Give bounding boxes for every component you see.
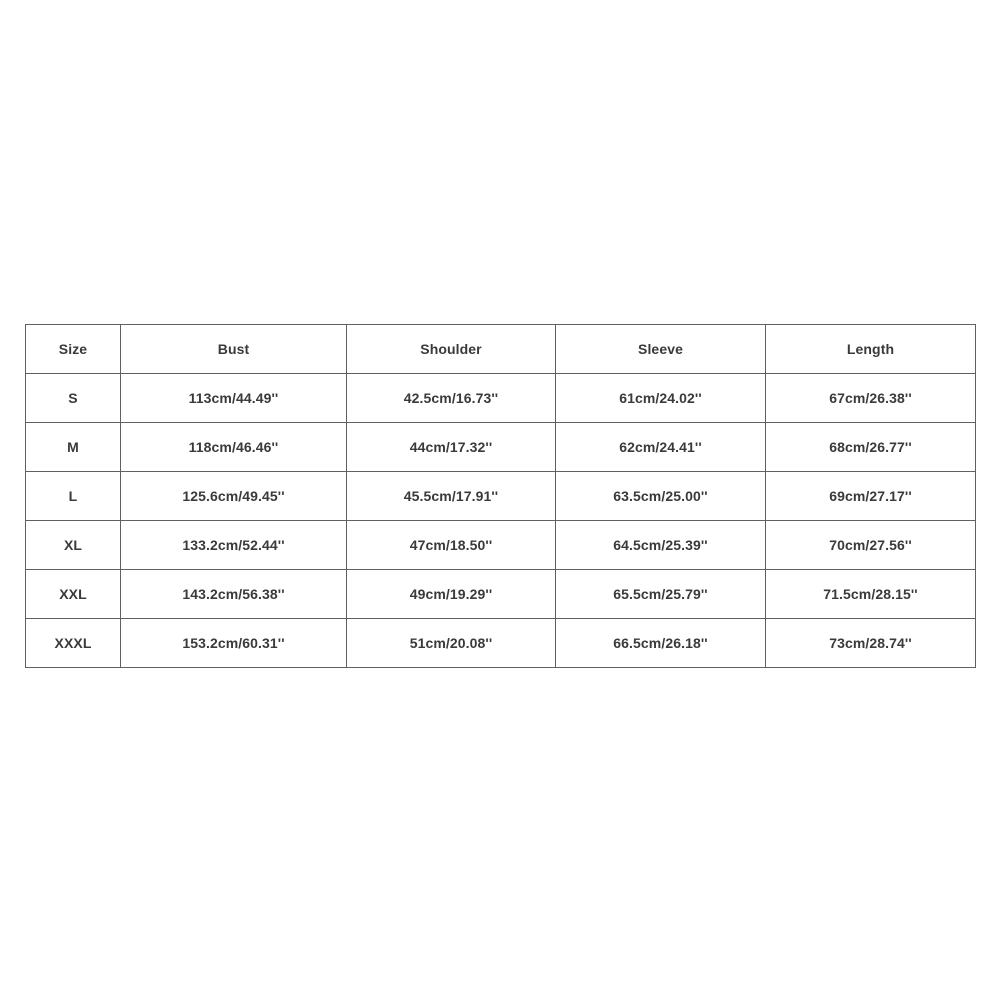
bust-cell: 113cm/44.49''	[121, 374, 347, 423]
table-row	[26, 521, 976, 570]
size-cell: S	[26, 374, 121, 423]
length-cell: 67cm/26.38''	[766, 374, 976, 423]
header-sleeve: Sleeve	[556, 325, 766, 374]
header-row	[26, 325, 976, 374]
shoulder-cell: 49cm/19.29''	[347, 570, 556, 619]
table-row	[26, 374, 976, 423]
header-shoulder: Shoulder	[347, 325, 556, 374]
bust-cell: 153.2cm/60.31''	[121, 619, 347, 668]
bust-cell: 143.2cm/56.38''	[121, 570, 347, 619]
header-length: Length	[766, 325, 976, 374]
length-cell: 71.5cm/28.15''	[766, 570, 976, 619]
size-cell: XL	[26, 521, 121, 570]
shoulder-cell: 51cm/20.08''	[347, 619, 556, 668]
shoulder-cell: 45.5cm/17.91''	[347, 472, 556, 521]
header-bust: Bust	[121, 325, 347, 374]
sleeve-cell: 66.5cm/26.18''	[556, 619, 766, 668]
sleeve-cell: 61cm/24.02''	[556, 374, 766, 423]
size-cell: L	[26, 472, 121, 521]
length-cell: 69cm/27.17''	[766, 472, 976, 521]
size-cell: XXXL	[26, 619, 121, 668]
table-row	[26, 619, 976, 668]
table-row	[26, 570, 976, 619]
sleeve-cell: 63.5cm/25.00''	[556, 472, 766, 521]
header-size: Size	[26, 325, 121, 374]
sleeve-cell: 65.5cm/25.79''	[556, 570, 766, 619]
size-chart-table	[25, 324, 976, 668]
length-cell: 73cm/28.74''	[766, 619, 976, 668]
bust-cell: 118cm/46.46''	[121, 423, 347, 472]
bust-cell: 133.2cm/52.44''	[121, 521, 347, 570]
shoulder-cell: 44cm/17.32''	[347, 423, 556, 472]
shoulder-cell: 42.5cm/16.73''	[347, 374, 556, 423]
bust-cell: 125.6cm/49.45''	[121, 472, 347, 521]
table-row	[26, 472, 976, 521]
sleeve-cell: 62cm/24.41''	[556, 423, 766, 472]
length-cell: 70cm/27.56''	[766, 521, 976, 570]
length-cell: 68cm/26.77''	[766, 423, 976, 472]
size-cell: XXL	[26, 570, 121, 619]
table-row	[26, 423, 976, 472]
sleeve-cell: 64.5cm/25.39''	[556, 521, 766, 570]
size-cell: M	[26, 423, 121, 472]
shoulder-cell: 47cm/18.50''	[347, 521, 556, 570]
